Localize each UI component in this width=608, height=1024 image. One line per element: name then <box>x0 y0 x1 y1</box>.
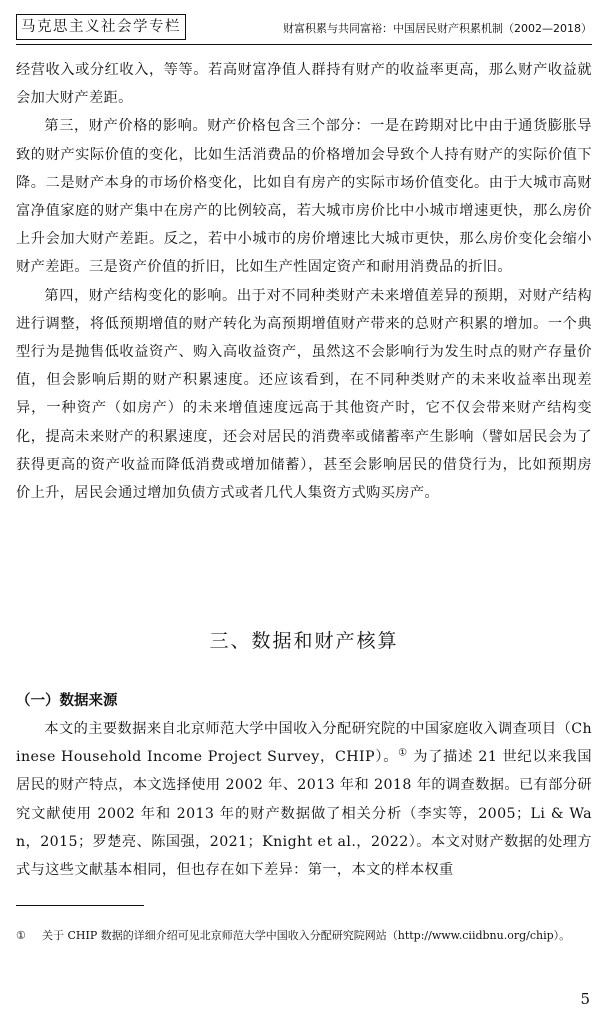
section-heading: 三、数据和财产核算 <box>209 630 399 652</box>
running-title: 财富积累与共同富裕：中国居民财产积累机制（2002—2018） <box>283 22 592 35</box>
footnote-marker: ① <box>16 929 26 942</box>
page-number: 5 <box>580 990 590 1008</box>
footnote-rule <box>16 905 144 906</box>
footnote <box>16 925 592 946</box>
header-rule <box>16 44 592 45</box>
journal-name: 马克思主义社会学专栏 <box>16 14 186 40</box>
body-text <box>16 56 592 507</box>
paragraph: 第三，财产价格的影响。财产价格包含三个部分：一是在跨期对比中由于通货膨胀导致的财产实际价值的变化，比如生活消费品的价格增加会导致个人持有财产的实际价值下降。二是财产本身的市场价格变化，比如自有房产的实际市场价值变化。由于大城市高财富净值家庭的财产集中在房产的比例较高，若大城市房价比中小城市增速更快，那么房价上升会加大财产差距。反之，若中小城市的房价增速比大城市更快，那么房价变化会缩小财产差距。三是资产价值的折旧，比如生产性固定资产和耐用消费品的折旧。 <box>16 118 592 276</box>
paragraph-text: 本文的主要数据来自北京师范大学中国收入分配研究院的中国家庭收入调查项目（Chinese Household Income Project Survey，CHIP）。 <box>16 721 592 766</box>
footnote-text: 关于 CHIP 数据的详细介绍可见北京师范大学中国收入分配研究院网站（http://www.ciidbnu.org/chip）。 <box>42 929 571 942</box>
paragraph <box>16 715 592 884</box>
paragraph-text: 为了描述 21 世纪以来我国居民的财产特点，本文选择使用 2002 年、2013 年和 2018 年的调查数据。已有部分研究文献使用 2002 年和 2013 年的财产数据做了相关分析（李实等，2005；Li & Wan，2015；罗楚亮、陈国强，2021；Knight et al.，2022）。本文对财产数据的处理方式与这些文献基本相同，但也存在如下差异：第一，本文的样本权重 <box>16 749 592 879</box>
paragraph: 经营收入或分红收入，等等。若高财富净值人群持有财产的收益率更高，那么财产收益就会加大财产差距。 <box>16 62 592 107</box>
paragraph: 第四，财产结构变化的影响。出于对不同种类财产未来增值差异的预期，对财产结构进行调整，将低预期增值的财产转化为高预期增值财产带来的总财产积累的增加。一个典型行为是抛售低收益资产、购入高收益资产，虽然这不会影响行为发生时点的财产存量价值，但会影响后期的财产积累速度。还应该看到，在不同种类财产的未来收益率出现差异，一种资产（如房产）的未来增值速度远高于其他资产时，它不仅会带来财产结构变化，提高未来财产的积累速度，还会对居民的消费率或储蓄率产生影响（譬如居民会为了获得更高的资产收益而降低消费或增加储蓄），甚至会影响居民的借贷行为，比如预期房价上升，居民会通过增加负债方式或者几代人集资方式购买房产。 <box>16 287 592 502</box>
footnote-reference[interactable]: ① <box>398 747 408 759</box>
page-header <box>16 14 592 44</box>
section-body-text <box>16 715 592 884</box>
subsection-heading: （一）数据来源 <box>16 693 118 709</box>
